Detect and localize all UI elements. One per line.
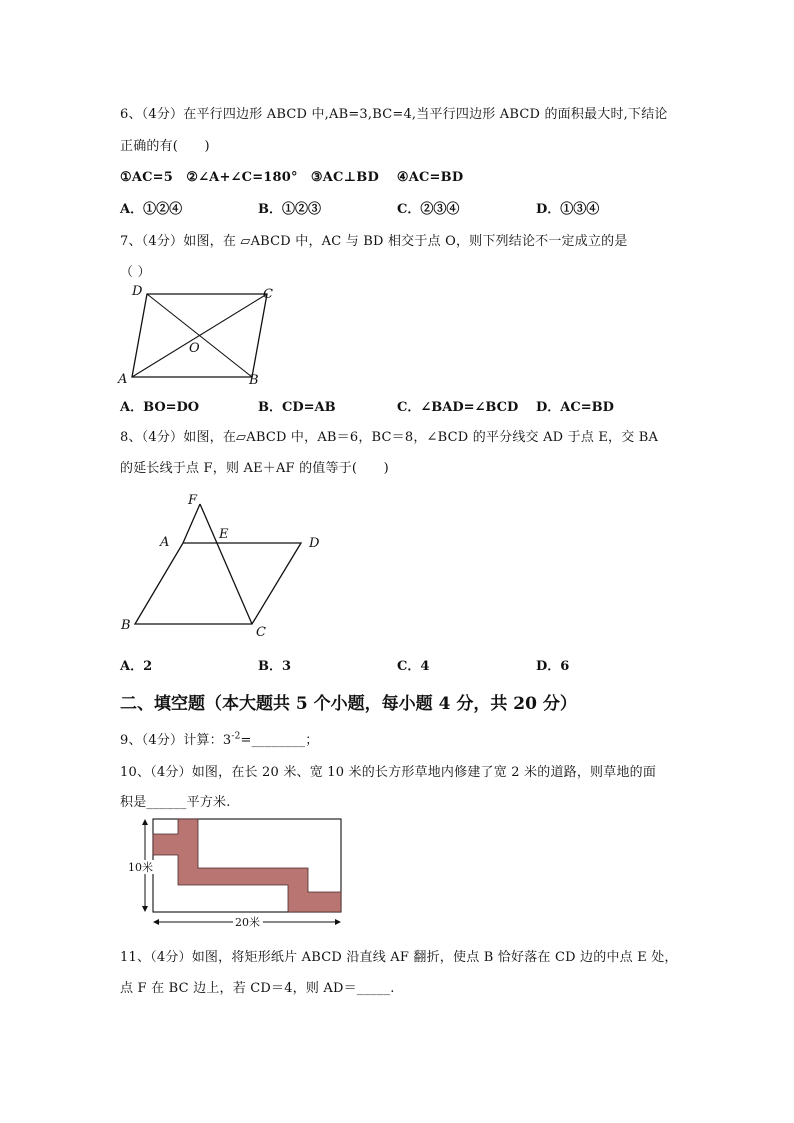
q7-diagonal-bd <box>147 294 252 377</box>
q8-option-d: D．6 <box>536 659 570 674</box>
q10-height-arrow-head-top <box>142 819 148 825</box>
q8-label-c: C <box>256 625 266 640</box>
q9-exponent: -2 <box>231 731 241 742</box>
q7-label-o: O <box>189 341 200 356</box>
q8-stem-line1: 8、（4分）如图，在▱ABCD 中，AB＝6，BC＝8，∠BCD 的平分线交 AD 于点 E，交 BA <box>120 430 659 445</box>
q6-conditions: ①AC=5 ②∠A+∠C=180° ③AC⊥BD ④AC=BD <box>120 170 464 185</box>
q7-stem-line1: 7、（4分）如图，在 ▱ABCD 中，AC 与 BD 相交于点 O，则下列结论不一定成立的是 <box>120 234 628 249</box>
q7-label-a: A <box>118 372 128 387</box>
q8-line-fc <box>200 504 252 624</box>
q10-width-arrow-head-right <box>335 919 341 925</box>
q10-label-height: 10米 <box>128 861 153 874</box>
q8-line-fa <box>183 504 200 543</box>
q8-parallelogram <box>135 543 301 624</box>
q7-label-d: D <box>132 284 143 299</box>
q10-lawn-figure <box>125 812 350 934</box>
q8-option-c: C．4 <box>397 659 430 674</box>
q9-suffix: =________； <box>240 733 319 748</box>
q8-option-b: B．3 <box>258 659 292 674</box>
q7-label-b: B <box>249 373 259 388</box>
q10-label-width: 20米 <box>235 916 260 929</box>
q9-prefix: 9、（4分）计算：3 <box>120 733 232 748</box>
q8-stem-line2: 的延长线于点 F，则 AE＋AF 的值等于( ) <box>120 461 389 476</box>
q11-stem-line1: 11、（4分）如图，将矩形纸片 ABCD 沿直线 AF 翻折，使点 B 恰好落在 CD 边的中点 E 处， <box>120 950 678 965</box>
q6-option-a: A．①②④ <box>120 202 183 217</box>
q7-option-d: D．AC=BD <box>536 400 614 415</box>
q10-road <box>153 819 341 912</box>
q7-option-b: B．CD=AB <box>258 400 336 415</box>
q10-stem-line2: 积是______平方米. <box>120 795 231 810</box>
q8-label-d: D <box>309 536 320 551</box>
q6-option-b: B．①②③ <box>258 202 321 217</box>
q6-stem-line1: 6、（4分）在平行四边形 ABCD 中,AB=3,BC=4,当平行四边形 ABCD 的面积最大时,下结论 <box>120 107 668 122</box>
q7-label-c: C <box>263 287 273 302</box>
q7-option-a: A．BO=DO <box>120 400 200 415</box>
q8-option-a: A．2 <box>120 659 153 674</box>
q8-label-f: F <box>188 493 198 508</box>
q6-stem-line2: 正确的有( ) <box>120 139 210 154</box>
q10-stem-line1: 10、（4分）如图，在长 20 米、宽 10 米的长方形草地内修建了宽 2 米的道路，则草地的面 <box>120 765 657 780</box>
q9-stem <box>120 729 318 748</box>
q11-stem-line2: 点 F 在 BC 边上，若 CD＝4，则 AD＝_____. <box>120 981 395 996</box>
q8-parallelogram-figure <box>115 488 330 643</box>
section-heading: 二、填空题（本大题共 5 个小题，每小题 4 分，共 20 分） <box>120 694 577 714</box>
q7-stem-line2: （ ） <box>120 265 151 280</box>
q7-parallelogram-figure <box>112 282 292 390</box>
q8-label-e: E <box>219 527 229 542</box>
q6-option-c: C．②③④ <box>397 202 460 217</box>
q10-width-arrow-head-left <box>153 919 159 925</box>
q8-label-a: A <box>160 535 170 550</box>
q6-option-d: D．①③④ <box>536 202 600 217</box>
q7-option-c: C．∠BAD=∠BCD <box>397 400 519 415</box>
q10-height-arrow-head-bottom <box>142 906 148 912</box>
q8-label-b: B <box>121 618 131 633</box>
